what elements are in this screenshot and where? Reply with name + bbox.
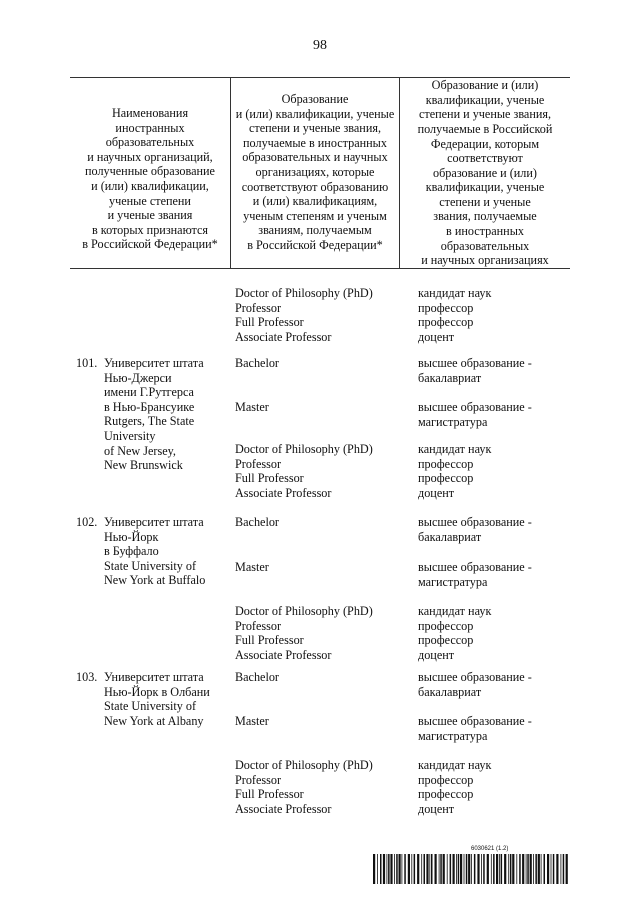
barcode-bar <box>450 854 452 884</box>
barcode-bar <box>508 854 509 884</box>
degree-ru: высшее образование - магистратура <box>418 714 532 743</box>
barcode-bar <box>530 854 532 884</box>
header-col-institution: Наименования иностранных образовательных и научных организаций, полученные образование и (или) квалификации, ученые степени и ученые звания в которых признаются в Российской Федерации* <box>82 106 218 252</box>
barcode-bar <box>522 854 524 884</box>
barcode-bar <box>544 854 546 884</box>
header-col-foreign-degrees: Образование и (или) квалификации, ученые степени и ученые звания, получаемые в иностранных образовательных и научных организациях, которые соответствуют образованию и (или) квалификациям, ученым степеням и ученым званиям, получаемым в Российской Федерации* <box>230 78 400 268</box>
barcode-bar <box>504 854 506 884</box>
barcode-bar <box>501 854 503 884</box>
barcode-bar <box>566 854 568 884</box>
barcode-bar <box>561 854 562 884</box>
barcode-bar <box>440 854 442 884</box>
barcode-bar <box>404 854 406 884</box>
degree-ru: кандидат наук профессор профессор доцент <box>418 286 492 344</box>
barcode-bar <box>496 854 498 884</box>
barcode-bar <box>533 854 534 884</box>
barcode-bar <box>426 854 428 884</box>
barcode-bar <box>487 854 489 884</box>
barcode-bar <box>394 854 395 884</box>
barcode-bar <box>551 854 552 884</box>
degree-en: Doctor of Philosophy (PhD) Professor Full Professor Associate Professor <box>235 604 373 662</box>
degree-en: Bachelor <box>235 515 279 529</box>
barcode-bar <box>443 854 445 884</box>
barcode-bar <box>458 854 460 884</box>
degree-ru: высшее образование - магистратура <box>418 560 532 589</box>
barcode-bar <box>519 854 521 884</box>
barcode-bar <box>453 854 455 884</box>
degree-en: Doctor of Philosophy (PhD) Professor Full Professor Associate Professor <box>235 758 373 816</box>
barcode-bar <box>493 854 495 884</box>
barcode-bar <box>408 854 410 884</box>
institution-name: Университет штата Нью-Джерси имени Г.Рутгерса в Нью-Брансуике Rutgers, The State University of New Jersey, New Brunswick <box>104 356 204 473</box>
barcode-bar <box>390 854 392 884</box>
barcode-bar <box>439 854 440 884</box>
degree-ru: высшее образование - магистратура <box>418 400 532 429</box>
barcode-bar <box>527 854 529 884</box>
barcode-number: 6030621 (1.2) <box>471 846 509 852</box>
degree-ru: высшее образование - бакалавриат <box>418 356 532 385</box>
barcode-bar <box>377 854 378 884</box>
degree-en: Master <box>235 560 269 574</box>
header-col-russian-degrees: Образование и (или) квалификации, ученые степени и ученые звания, получаемые в Российской Федерации, которым соответствуют образование и (или) квалификации, ученые степени и ученые звания, получаемые в иностранных образовательных и научных организациях <box>417 78 553 268</box>
barcode-bar <box>553 854 555 884</box>
barcode-bar <box>481 854 482 884</box>
degree-en: Doctor of Philosophy (PhD) Professor Full Professor Associate Professor <box>235 286 373 344</box>
degree-ru: высшее образование - бакалавриат <box>418 515 532 544</box>
barcode-bar <box>380 854 382 884</box>
barcode-bar <box>435 854 437 884</box>
barcode-bar <box>563 854 565 884</box>
barcode-bar <box>491 854 492 884</box>
degree-ru: кандидат наук профессор профессор доцент <box>418 442 492 500</box>
barcode-bar <box>402 854 403 884</box>
barcode-bar <box>456 854 457 884</box>
barcode-bar <box>399 854 401 884</box>
degree-en: Doctor of Philosophy (PhD) Professor Full Professor Associate Professor <box>235 442 373 500</box>
barcode-bar <box>466 854 468 884</box>
row-number: 102. <box>76 515 98 529</box>
barcode-bar <box>499 854 500 884</box>
barcode-bar <box>417 854 419 884</box>
barcode-bar <box>468 854 470 884</box>
barcode-bar <box>477 854 479 884</box>
barcode-bar <box>556 854 558 884</box>
barcode-bar <box>387 854 388 884</box>
barcode-bar <box>388 854 390 884</box>
barcode-bar <box>471 854 472 884</box>
degree-ru: кандидат наук профессор профессор доцент <box>418 604 492 662</box>
degree-en: Bachelor <box>235 356 279 370</box>
row-number: 101. <box>76 356 98 370</box>
degree-ru: высшее образование - бакалавриат <box>418 670 532 699</box>
barcode-block <box>373 846 568 884</box>
barcode-bar <box>512 854 514 884</box>
barcode-bar <box>460 854 462 884</box>
barcode-bar <box>474 854 476 884</box>
barcode-bar <box>429 854 430 884</box>
barcode-bar <box>541 854 542 884</box>
degree-en: Master <box>235 714 269 728</box>
barcode-bar <box>411 854 412 884</box>
barcode-bar <box>373 854 375 884</box>
barcode-bar <box>414 854 416 884</box>
degree-en: Master <box>235 400 269 414</box>
barcode-bar <box>535 854 537 884</box>
barcode-bar <box>421 854 422 884</box>
page-number: 98 <box>313 38 327 53</box>
barcode <box>373 854 568 884</box>
barcode-bar <box>464 854 465 884</box>
barcode-bar <box>396 854 398 884</box>
barcode-bar <box>526 854 527 884</box>
barcode-bar <box>383 854 385 884</box>
barcode-bar <box>424 854 426 884</box>
degree-en: Bachelor <box>235 670 279 684</box>
table-header <box>70 77 570 269</box>
barcode-bar <box>431 854 433 884</box>
institution-name: Университет штата Нью-Йорк в Олбани State University of New York at Albany <box>104 670 210 728</box>
barcode-bar <box>538 854 540 884</box>
barcode-bar <box>516 854 517 884</box>
institution-name: Университет штата Нью-Йорк в Буффало State University of New York at Buffalo <box>104 515 206 588</box>
barcode-bar <box>483 854 485 884</box>
barcode-bar <box>510 854 512 884</box>
row-number: 103. <box>76 670 98 684</box>
barcode-bar <box>447 854 448 884</box>
degree-ru: кандидат наук профессор профессор доцент <box>418 758 492 816</box>
barcode-bar <box>547 854 549 884</box>
